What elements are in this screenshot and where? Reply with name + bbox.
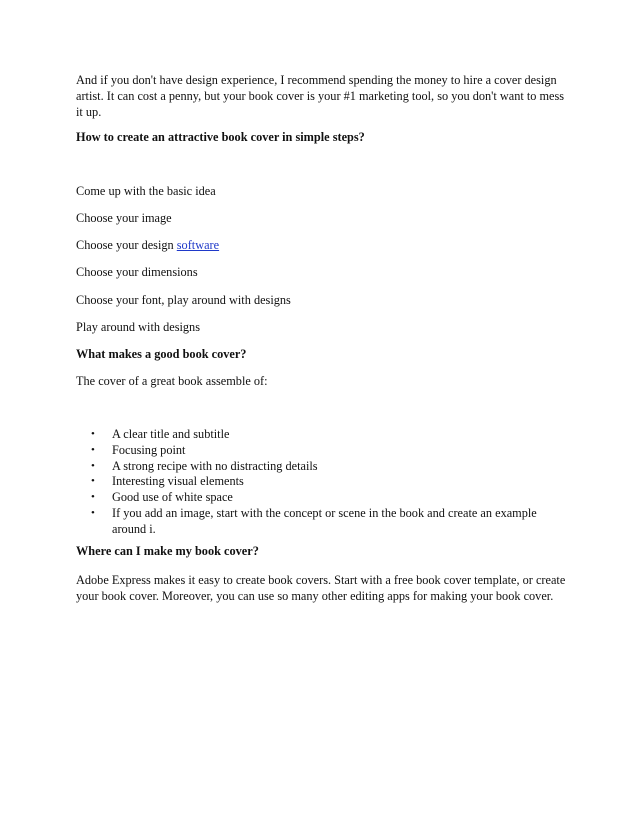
step-play-designs: Play around with designs — [76, 320, 200, 334]
step-choose-dimensions: Choose your dimensions — [76, 265, 198, 279]
list-item — [76, 459, 556, 475]
bullet-icon: • — [91, 459, 95, 472]
software-link[interactable]: software — [176, 238, 220, 252]
intro-paragraph: And if you don't have design experience, I recommend spending the money to hire a cover design artist. It can cost a penny, but your book cover is your #1 marketing tool, so you don't want to mess it up. — [76, 73, 565, 119]
step-choose-software-text: Choose your design — [76, 238, 177, 252]
step-choose-font: Choose your font, play around with designs — [76, 293, 291, 307]
list-item-text: If you add an image, start with the concept or scene in the book and create an example around i. — [112, 505, 537, 536]
list-item-text: Focusing point — [112, 442, 186, 457]
heading-good-cover: What makes a good book cover? — [76, 347, 247, 361]
step-choose-software — [76, 237, 566, 253]
bullet-icon: • — [91, 428, 95, 440]
step-basic-idea: Come up with the basic idea — [76, 184, 216, 198]
bullet-icon: • — [91, 491, 95, 504]
good-cover-list — [76, 427, 556, 538]
bullet-icon: • — [91, 475, 95, 488]
good-cover-intro: The cover of a great book assemble of: — [76, 374, 268, 388]
list-item-text: A strong recipe with no distracting details — [112, 458, 318, 473]
bullet-icon: • — [91, 443, 95, 456]
list-item-text: A clear title and subtitle — [112, 427, 230, 441]
list-item-text: Interesting visual elements — [112, 474, 244, 489]
heading-create-steps: How to create an attractive book cover in simple steps? — [76, 130, 365, 144]
heading-where-make: Where can I make my book cover? — [76, 544, 259, 558]
list-item — [76, 427, 556, 443]
where-paragraph: Adobe Express makes it easy to create book covers. Start with a free book cover template, or create your book cover. Moreover, you can use so many other editing apps for making your book cover. — [76, 573, 566, 603]
list-item — [76, 474, 556, 490]
list-item-text: Good use of white space — [112, 490, 233, 505]
step-choose-image: Choose your image — [76, 211, 172, 225]
bullet-icon: • — [91, 506, 95, 519]
list-item — [76, 506, 556, 538]
list-item — [76, 443, 556, 459]
list-item — [76, 490, 556, 506]
